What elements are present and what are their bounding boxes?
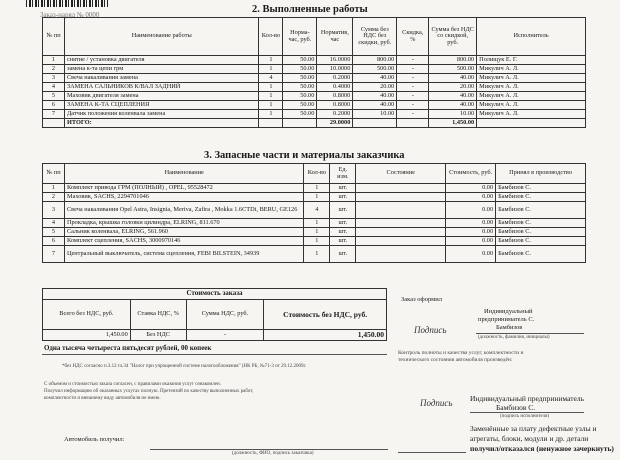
section-3-title: 3. Запасные части и материалы заказчика (204, 150, 405, 161)
works-total-label: ИТОГО: (64, 119, 258, 128)
works-col: Сумма без НДС со скидкой, руб. (429, 18, 477, 56)
cost-table (42, 288, 387, 341)
parts-cell (356, 228, 446, 237)
ie2-caption: (подпись исполнителя) (500, 414, 550, 419)
parts-col: Ед. изм. (330, 164, 356, 184)
works-cell: 2 (43, 65, 65, 74)
vat-footnote: *без НДС согласно п.3.12 гл.34 "Налог при упрощенной системе налогообложения" (НК РБ, №71-3 от 29.12.2009г. (62, 364, 307, 369)
parts-cell: шт. (330, 246, 356, 263)
parts-cell: 1 (304, 193, 330, 202)
works-cell: 50.00 (283, 56, 317, 65)
works-cell: Полищук Е. Г. (477, 56, 586, 65)
works-total-sum: 1,450.00 (429, 119, 477, 128)
works-cell: 50.00 (283, 110, 317, 119)
signature-1: Подпись (414, 325, 447, 335)
barcode (26, 0, 108, 7)
works-cell: - (397, 83, 429, 92)
works-cell: 1 (259, 92, 283, 101)
works-cell: 10.00 (353, 110, 397, 119)
works-total-hours: 29.0000 (317, 119, 353, 128)
parts-cell: 0.00 (446, 246, 496, 263)
parts-cell: 1 (43, 184, 65, 193)
works-cell: 40.00 (429, 74, 477, 83)
control-text-1: Контроль полноты и качества услуг, комплектности и (398, 350, 524, 356)
parts-header-row (43, 164, 586, 184)
works-row (43, 74, 586, 83)
cost-vat-rate-value: Без НДС (130, 330, 186, 341)
works-row (43, 56, 586, 65)
works-cell: Микулич А. Л. (477, 101, 586, 110)
works-cell: 50.00 (283, 65, 317, 74)
parts-cell: 0.00 (446, 193, 496, 202)
ie2-line (470, 412, 584, 413)
works-cell: 1 (259, 83, 283, 92)
parts-row (43, 219, 586, 228)
parts-col: Наименование (64, 164, 303, 184)
parts-cell (356, 246, 446, 263)
works-cell: 0.4000 (317, 83, 353, 92)
parts-cell (356, 219, 446, 228)
parts-cell: 3 (43, 202, 65, 219)
works-cell: 10.00 (429, 110, 477, 119)
parts-cell: 0.00 (446, 219, 496, 228)
works-col: Скидка, % (397, 18, 429, 56)
car-received-line (150, 449, 388, 450)
works-cell: 0.2000 (317, 110, 353, 119)
parts-cell: Бамбизов С. (496, 246, 586, 263)
parts-col: Кол-во (304, 164, 330, 184)
ie-name: Бамбизов (496, 324, 523, 331)
works-cell: 50.00 (283, 92, 317, 101)
defect-sign-line (398, 452, 466, 453)
works-row (43, 83, 586, 92)
parts-table (42, 163, 586, 263)
works-cell: 40.00 (429, 92, 477, 101)
cost-value: 1,450.00 (264, 330, 387, 341)
ie2-name: Бамбизов С. (496, 403, 536, 412)
works-col: Кол-во (259, 18, 283, 56)
parts-body (43, 184, 586, 263)
parts-cell (356, 237, 446, 246)
control-text-2: технического состояния автомобиля произведён: (398, 357, 513, 363)
amount-in-words: Одна тысяча четыреста пятьдесят рублей, 00 копеек (44, 344, 212, 352)
works-cell: 0.2000 (317, 74, 353, 83)
works-cell: - (397, 92, 429, 101)
works-cell: 50.00 (283, 74, 317, 83)
works-cell: 7 (43, 110, 65, 119)
header-note: Заказ-наряд № 0000 (40, 11, 100, 19)
works-cell: 50.00 (283, 83, 317, 92)
works-cell: 1 (259, 110, 283, 119)
ie-line (476, 333, 584, 334)
ie2-line-1: Индивидуальный предприниматель (470, 394, 584, 403)
section-2-title: 2. Выполненные работы (252, 4, 368, 15)
ie-caption: (должность, фамилия, инициалы) (478, 335, 550, 340)
cost-vat-sum-value: - (186, 330, 264, 341)
works-row (43, 110, 586, 119)
works-col: Сумма без НДС без скидки, руб. (353, 18, 397, 56)
parts-cell: 6 (43, 237, 65, 246)
works-col: Норматив, час (317, 18, 353, 56)
parts-cell: шт. (330, 184, 356, 193)
parts-cell (356, 184, 446, 193)
parts-row (43, 202, 586, 219)
parts-cell: Комплект привода ГРМ (ПОЛНЫЙ) , OPEL, 95528472 (64, 184, 303, 193)
parts-cell: 4 (304, 202, 330, 219)
parts-cell: Бамбизов С. (496, 228, 586, 237)
order-issued-label: Заказ оформил (401, 296, 442, 303)
cost-col-cost: Стоимость без НДС, руб. (264, 300, 387, 330)
parts-cell: Бамбизов С. (496, 193, 586, 202)
works-cell: 0.8000 (317, 101, 353, 110)
agreement-line-3: комплектности и внешнему виду автомобиля не имею. (44, 396, 161, 401)
parts-cell: Бамбизов С. (496, 219, 586, 228)
works-cell: Датчик положения коленвала замена (64, 110, 258, 119)
works-cell: 20.00 (353, 83, 397, 92)
works-col: Исполнитель (477, 18, 586, 56)
works-cell: - (397, 74, 429, 83)
works-cell: 800.00 (353, 56, 397, 65)
parts-cell (356, 193, 446, 202)
works-table (42, 17, 586, 128)
parts-cell: Прокладка, крышка головки цилиндра, ELRING, 811.670 (64, 219, 303, 228)
works-cell: - (397, 110, 429, 119)
works-cell: 40.00 (429, 101, 477, 110)
works-cell: - (397, 101, 429, 110)
works-cell: - (397, 65, 429, 74)
agreement-line-1: С объемом и стоимостью заказа согласен, с правилами оказания услуг ознакомлен. (44, 382, 221, 387)
parts-cell: Свеча накаливания Opel Astra, Insignia, Meriva, Zafira , Mokka 1.6CTDi, BERU, GE126 (64, 202, 303, 219)
parts-cell: 5 (43, 228, 65, 237)
parts-cell: шт. (330, 193, 356, 202)
works-total-row (43, 119, 586, 128)
works-cell: Микулич А. Л. (477, 92, 586, 101)
works-cell: - (397, 56, 429, 65)
works-cell: Микулич А. Л. (477, 74, 586, 83)
parts-cell: шт. (330, 202, 356, 219)
parts-cell: 4 (43, 219, 65, 228)
works-cell: 40.00 (353, 101, 397, 110)
works-row (43, 101, 586, 110)
works-col: Норма-час, руб. (283, 18, 317, 56)
works-cell: 3 (43, 74, 65, 83)
parts-cell: 1 (304, 228, 330, 237)
works-col: Наименование работы (64, 18, 258, 56)
parts-cell: Сальник коленвала, ELRING, 561.960 (64, 228, 303, 237)
parts-col: Состояние (356, 164, 446, 184)
works-cell: замена к-та цепи грм (64, 65, 258, 74)
works-cell: 16.0000 (317, 56, 353, 65)
ie-line-1: Индивидуальный (484, 308, 533, 315)
parts-cell: Бамбизов С. (496, 237, 586, 246)
parts-cell: шт. (330, 219, 356, 228)
works-cell: Маховик двигателя замена (64, 92, 258, 101)
cost-col-total: Всего без НДС, руб. (43, 300, 131, 330)
defect-line-1: Заменённые за плату дефектные узлы и (470, 424, 597, 433)
works-cell: 4 (43, 83, 65, 92)
parts-cell: 1 (304, 246, 330, 263)
parts-cell: Маховик, SACHS, 2294701046 (64, 193, 303, 202)
works-cell: 20.00 (429, 83, 477, 92)
parts-cell: 0.00 (446, 228, 496, 237)
works-cell: 1 (43, 56, 65, 65)
works-cell: 50.00 (283, 101, 317, 110)
works-cell: снятие / установка двигателя (64, 56, 258, 65)
works-cell: 1 (259, 101, 283, 110)
works-cell: Микулич А. Л. (477, 110, 586, 119)
works-cell: 4 (259, 74, 283, 83)
works-cell: 5 (43, 92, 65, 101)
car-received-label: Автомобиль получил: (64, 436, 125, 443)
parts-cell: 1 (304, 219, 330, 228)
works-cell: 1 (259, 56, 283, 65)
parts-cell: 2 (43, 193, 65, 202)
works-cell: 500.00 (353, 65, 397, 74)
works-cell: ЗАМЕНА К-ТА СЦЕПЛЕНИЯ (64, 101, 258, 110)
agreement-line-2: Получил информацию об оказанных услугах полную. Претензий по качеству выполненных работ, (44, 389, 254, 394)
parts-row (43, 237, 586, 246)
parts-cell: Комплект сцепления, SACHS, 3000970146 (64, 237, 303, 246)
parts-cell (356, 202, 446, 219)
works-row (43, 65, 586, 74)
works-cell: 40.00 (353, 74, 397, 83)
parts-cell: 1 (304, 184, 330, 193)
divider (42, 354, 387, 355)
works-header-row (43, 18, 586, 56)
parts-cell: 0.00 (446, 237, 496, 246)
works-cell: 500.00 (429, 65, 477, 74)
signature-2: Подпись (420, 398, 453, 408)
parts-cell: 7 (43, 246, 65, 263)
parts-cell: шт. (330, 237, 356, 246)
parts-cell: 1 (304, 237, 330, 246)
works-cell: 40.00 (353, 92, 397, 101)
works-cell: ЗАМЕНА САЛЬНИКОВ К/ВАЛ ЗАДНИЙ (64, 83, 258, 92)
works-body (43, 56, 586, 119)
parts-cell: Центральный выключатель, система сцепления, FEBI BILSTEIN, 34939 (64, 246, 303, 263)
parts-row (43, 184, 586, 193)
cost-col-vat-sum: Сумма НДС, руб. (186, 300, 264, 330)
works-row (43, 92, 586, 101)
works-col: № пп (43, 18, 65, 56)
parts-col: Стоимость, руб. (446, 164, 496, 184)
works-cell: 800.00 (429, 56, 477, 65)
defect-line-3: получил/отказался (ненужное зачеркнуть) (470, 444, 614, 453)
cost-title: Стоимость заказа (43, 289, 387, 300)
parts-cell: 0.00 (446, 202, 496, 219)
defect-line-2: агрегаты, блоки, модули и др. детали (470, 434, 589, 443)
ie-line-2: предприниматель С. (478, 316, 535, 323)
parts-cell: 0.00 (446, 184, 496, 193)
parts-row (43, 228, 586, 237)
cost-col-vat-rate: Ставка НДС, % (130, 300, 186, 330)
works-cell: Микулич А. Л. (477, 65, 586, 74)
works-cell: 10.0000 (317, 65, 353, 74)
parts-row (43, 193, 586, 202)
works-cell: 0.8000 (317, 92, 353, 101)
parts-row (43, 246, 586, 263)
works-cell: Свеча накаливания замена (64, 74, 258, 83)
parts-cell: Бамбизов С. (496, 184, 586, 193)
parts-cell: Бамбизов С. (496, 202, 586, 219)
car-received-caption: (должность, ФИО, подпись заказчика) (232, 451, 314, 456)
works-cell: 6 (43, 101, 65, 110)
parts-col: Принял в производство (496, 164, 586, 184)
works-cell: 1 (259, 65, 283, 74)
cost-total-value: 1,450.00 (43, 330, 131, 341)
parts-cell: шт. (330, 228, 356, 237)
parts-col: № пп (43, 164, 65, 184)
works-cell: Микулич А. Л. (477, 83, 586, 92)
